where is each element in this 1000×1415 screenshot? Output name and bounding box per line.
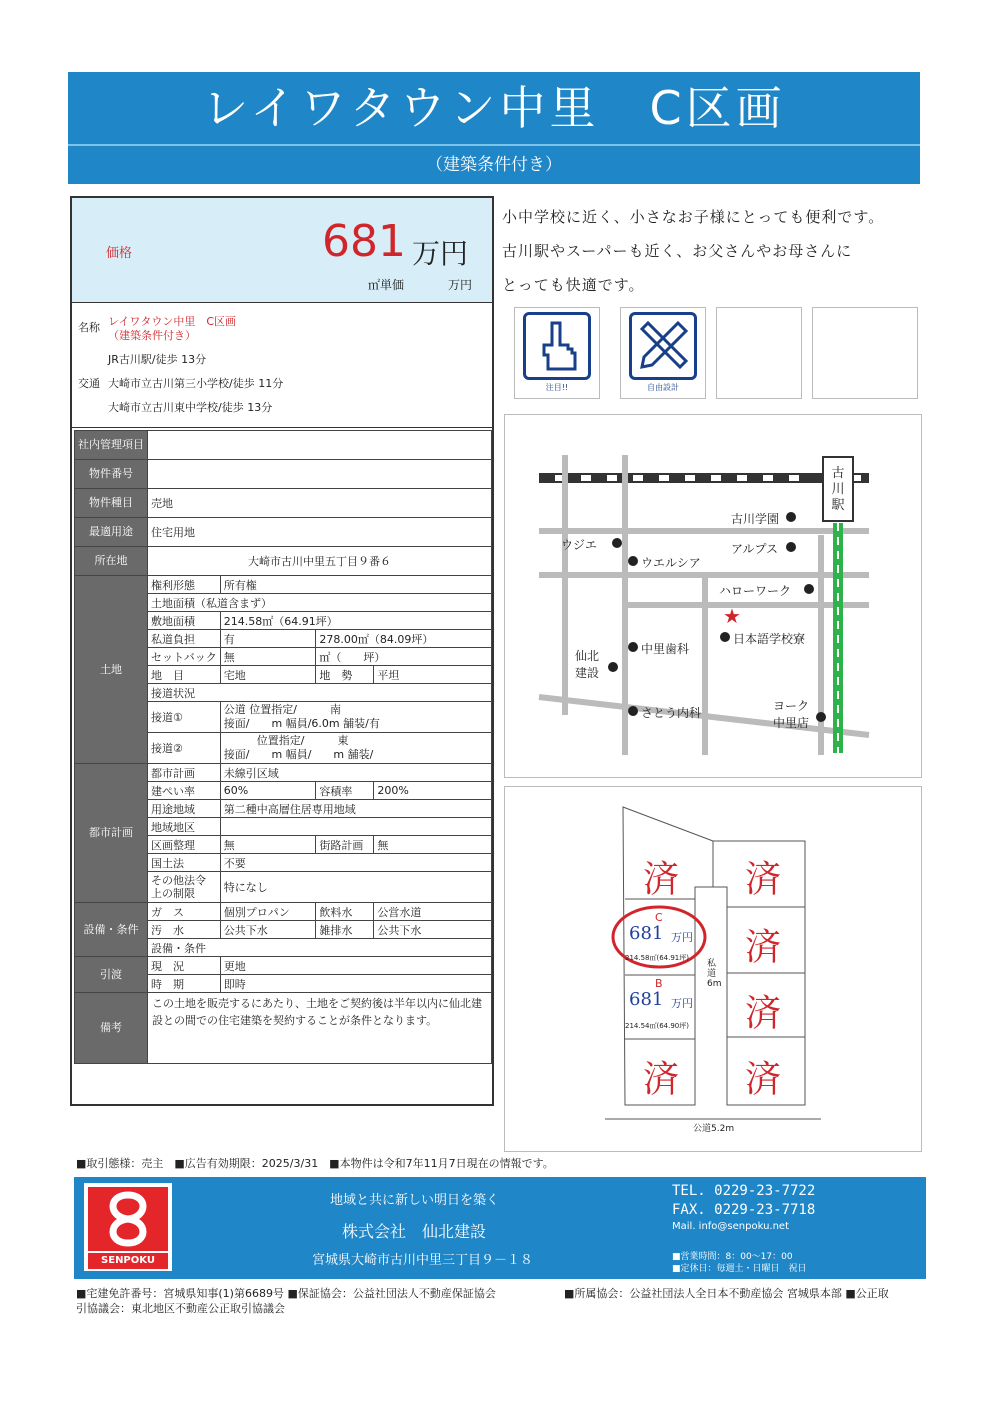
lot-c-area: 214.58㎡(64.91坪) — [625, 954, 689, 962]
lot-plan — [504, 786, 922, 1152]
land-value2: 平坦 — [374, 666, 492, 684]
map-place: 古川学園 — [731, 512, 780, 526]
equip-label: 設備・条件 — [75, 903, 148, 957]
land-value: 有 — [220, 630, 316, 648]
footer-company: 株式会社 仙北建設 — [342, 1222, 487, 1241]
city-key: 都市計画 — [148, 764, 221, 782]
map-place: ハローワーク — [719, 584, 792, 598]
equip-value2: 公営水道 — [374, 903, 492, 921]
footer-hours: ■営業時間：8：00～17：00 — [672, 1252, 793, 1262]
lot-b-unit: 万円 — [671, 997, 693, 1010]
city-key: 国土法 — [148, 854, 221, 872]
description-line: 小中学校に近く、小さなお子様にとっても便利です。 — [502, 208, 885, 226]
equip-key2: 雑排水 — [316, 921, 374, 939]
type-label: 物件種目 — [75, 489, 148, 518]
price-label: 価格 — [106, 246, 133, 261]
notes-line: ■取引態様：売主 ■広告有効期限：2025/3/31 ■本物件は令和7年11月7日現在の情報です。 — [76, 1157, 554, 1170]
land-key: セットバック — [148, 648, 221, 666]
land-value: 214.58㎡（64.91坪） — [220, 612, 491, 630]
station-label: 古 — [831, 466, 845, 481]
handover-value: 更地 — [220, 957, 491, 975]
access-1: JR古川駅/徒歩 13分 — [108, 353, 207, 366]
lot-b-label: B — [655, 977, 663, 990]
property-sheet — [70, 196, 494, 1106]
license-text-b: ■所属協会：公益社団法人全日本不動産協会 宮城県本部 ■公正取 — [564, 1287, 889, 1300]
unit-price-unit: 万円 — [448, 278, 473, 292]
unit-price-label: ㎡単価 — [368, 278, 405, 292]
land-key: 土地面積（私道含まず） — [148, 594, 492, 612]
logo-red-block — [88, 1187, 168, 1251]
footer-address: 宮城県大崎市古川中里三丁目９－１８ — [312, 1253, 534, 1268]
equip-value: 公共下水 — [220, 921, 316, 939]
equip-key: ガ ス — [148, 903, 221, 921]
equip-value2: 公共下水 — [374, 921, 492, 939]
map-place: さとう内科 — [641, 706, 702, 720]
city-value: 不要 — [220, 854, 491, 872]
equip-key2: 飲料水 — [316, 903, 374, 921]
name-label: 名称 — [78, 321, 100, 334]
map-place: ウエルシア — [641, 556, 701, 570]
address-value: 大崎市古川中里五丁目９番６ — [148, 547, 492, 576]
info-box — [72, 303, 492, 428]
land-key: 敷地面積 — [148, 612, 221, 630]
logo-text: SENPOKU — [88, 1253, 168, 1269]
spec-table — [74, 430, 492, 1064]
type-value: 売地 — [148, 489, 492, 518]
map-place: ウジエ — [561, 538, 598, 552]
use-value: 住宅用地 — [148, 518, 492, 547]
hand-pointer-svg — [526, 315, 588, 377]
address-label: 所在地 — [75, 547, 148, 576]
pencil-ruler-icon — [629, 312, 697, 380]
land-label: 土地 — [75, 576, 148, 764]
area-map — [504, 414, 922, 778]
description — [502, 200, 922, 302]
city-key: 区画整理 — [148, 836, 221, 854]
price-value: 681 — [322, 216, 406, 267]
map-place: アルプス — [731, 542, 779, 556]
sold-mark: 済 — [643, 859, 680, 900]
city-key2: 容積率 — [316, 782, 374, 800]
lot-c-label: C — [655, 911, 663, 924]
free-design-label: 自由設計 — [647, 383, 679, 392]
road1-line1: 公道 位置指定/ 南 — [223, 703, 341, 716]
mgmt-label: 社内管理項目 — [75, 431, 148, 460]
remarks-label: 備考 — [75, 993, 148, 1064]
free-design-badge — [620, 307, 706, 399]
lot-b-price: 681 — [629, 989, 664, 1010]
road2-line2: 接面/ m 幅員/ m 舗装/ — [223, 748, 374, 761]
lot-c-price: 681 — [629, 923, 664, 944]
sold-mark: 済 — [745, 993, 782, 1034]
footer-fax: FAX. 0229-23-7718 — [672, 1202, 816, 1218]
remarks-text: この土地を販売するにあたり、土地をご契約後は半年以内に仙北建設との間での住宅建築を契約することが条件となります。 — [148, 993, 492, 1064]
name-line2: （建築条件付き） — [108, 329, 196, 342]
city-value — [220, 818, 491, 836]
map-svg — [505, 415, 921, 777]
footer-mail: Mail. info@senpoku.net — [672, 1221, 790, 1232]
council-line: 引協議会：東北地区不動産公正取引協議会 — [76, 1302, 285, 1315]
road2-label: 接道② — [148, 733, 221, 764]
city-key2: 街路計画 — [316, 836, 374, 854]
land-key: 接道状況 — [148, 684, 492, 702]
city-value2: 200% — [374, 782, 492, 800]
equip-key: 汚 水 — [148, 921, 221, 939]
private-road-label: 私道6m — [707, 959, 722, 989]
land-value2: 278.00㎡（84.09坪） — [316, 630, 492, 648]
land-key2: 地 勢 — [316, 666, 374, 684]
city-value: 未線引区域 — [220, 764, 491, 782]
license-line — [76, 1285, 889, 1301]
land-value: 宅地 — [220, 666, 316, 684]
map-place: ヨーク中里店 — [773, 699, 810, 730]
sold-mark: 済 — [745, 859, 782, 900]
road1-value — [220, 702, 491, 733]
description-line: 古川駅やスーパーも近く、お父さんやお母さんに — [502, 242, 853, 260]
footer-tel: TEL. 0229-23-7722 — [672, 1183, 816, 1199]
map-place: 日本語学校寮 — [733, 632, 806, 646]
handover-value: 即時 — [220, 975, 491, 993]
senpoku-logo — [84, 1183, 172, 1271]
empty-badge — [812, 307, 918, 399]
sold-mark: 済 — [643, 1059, 680, 1100]
license-text-a: ■宅建免許番号：宮城県知事(1)第6689号 ■保証協会：公益社団法人不動産保証協会 — [76, 1287, 496, 1300]
equip-key: 設備・条件 — [148, 939, 492, 957]
access-label: 交通 — [78, 377, 100, 390]
city-value2: 無 — [374, 836, 492, 854]
price-box — [72, 198, 492, 303]
footer-banner — [74, 1177, 926, 1279]
land-key: 権利形態 — [148, 576, 221, 594]
footer-holiday: ■定休日：毎週土・日曜日 祝日 — [672, 1264, 807, 1274]
map-place: 仙北建設 — [575, 649, 600, 680]
city-key: 地域地区 — [148, 818, 221, 836]
page-title: レイワタウン中里 C区画 — [68, 72, 920, 146]
public-road-label: 公道5.2m — [693, 1124, 735, 1134]
road1-label: 接道① — [148, 702, 221, 733]
use-label: 最適用途 — [75, 518, 148, 547]
city-label: 都市計画 — [75, 764, 148, 903]
sold-mark: 済 — [745, 1059, 782, 1100]
handover-key: 現 況 — [148, 957, 221, 975]
empty-badge — [716, 307, 802, 399]
access-3: 大崎市立古川東中学校/徒歩 13分 — [108, 401, 273, 414]
price-unit: 万円 — [412, 237, 469, 270]
city-key: 用途地域 — [148, 800, 221, 818]
map-markers — [608, 512, 826, 722]
map-place: 中里歯科 — [641, 642, 690, 656]
handover-label: 引渡 — [75, 957, 148, 993]
land-value: 無 — [220, 648, 316, 666]
city-value: 無 — [220, 836, 316, 854]
name-line1: レイワタウン中里 C区画 — [108, 315, 237, 328]
land-value: 所有権 — [220, 576, 491, 594]
page-subtitle: （建築条件付き） — [426, 155, 562, 175]
hand-pointer-icon — [523, 312, 591, 380]
city-key: 建ぺい率 — [148, 782, 221, 800]
city-value: 60% — [220, 782, 316, 800]
mgmt-value — [148, 431, 492, 460]
logo-mark-icon — [88, 1187, 168, 1251]
land-key: 私道負担 — [148, 630, 221, 648]
other-key: その他法令上の制限 — [148, 872, 221, 903]
lot-b-area: 214.54㎡(64.90坪) — [625, 1022, 689, 1030]
land-value2: ㎡（ 坪） — [316, 648, 492, 666]
lot-c-unit: 万円 — [671, 931, 693, 944]
sold-mark: 済 — [745, 927, 782, 968]
equip-value: 個別プロパン — [220, 903, 316, 921]
svg-text:川: 川 — [831, 482, 845, 497]
svg-text:駅: 駅 — [831, 498, 845, 513]
roads — [539, 455, 869, 755]
number-label: 物件番号 — [75, 460, 148, 489]
city-value: 第二種中高層住居専用地域 — [220, 800, 491, 818]
handover-key: 時 期 — [148, 975, 221, 993]
other-value: 特になし — [220, 872, 491, 903]
description-line: とっても快適です。 — [502, 276, 645, 294]
footer-slogan: 地域と共に新しい明日を築く — [330, 1193, 500, 1208]
road2-value — [220, 733, 491, 764]
header-banner — [68, 72, 920, 184]
access-2: 大崎市立古川第三小学校/徒歩 11分 — [108, 377, 284, 390]
land-key: 地 目 — [148, 666, 221, 684]
number-value — [148, 460, 492, 489]
attention-label: 注目!! — [545, 383, 569, 392]
road1-line2: 接面/ m 幅員/6.0m 舗装/有 — [223, 717, 380, 730]
star-marker: ★ — [723, 604, 741, 628]
attention-badge — [514, 307, 600, 399]
pencil-ruler-svg — [632, 315, 694, 377]
road2-line1: 位置指定/ 東 — [223, 734, 349, 747]
